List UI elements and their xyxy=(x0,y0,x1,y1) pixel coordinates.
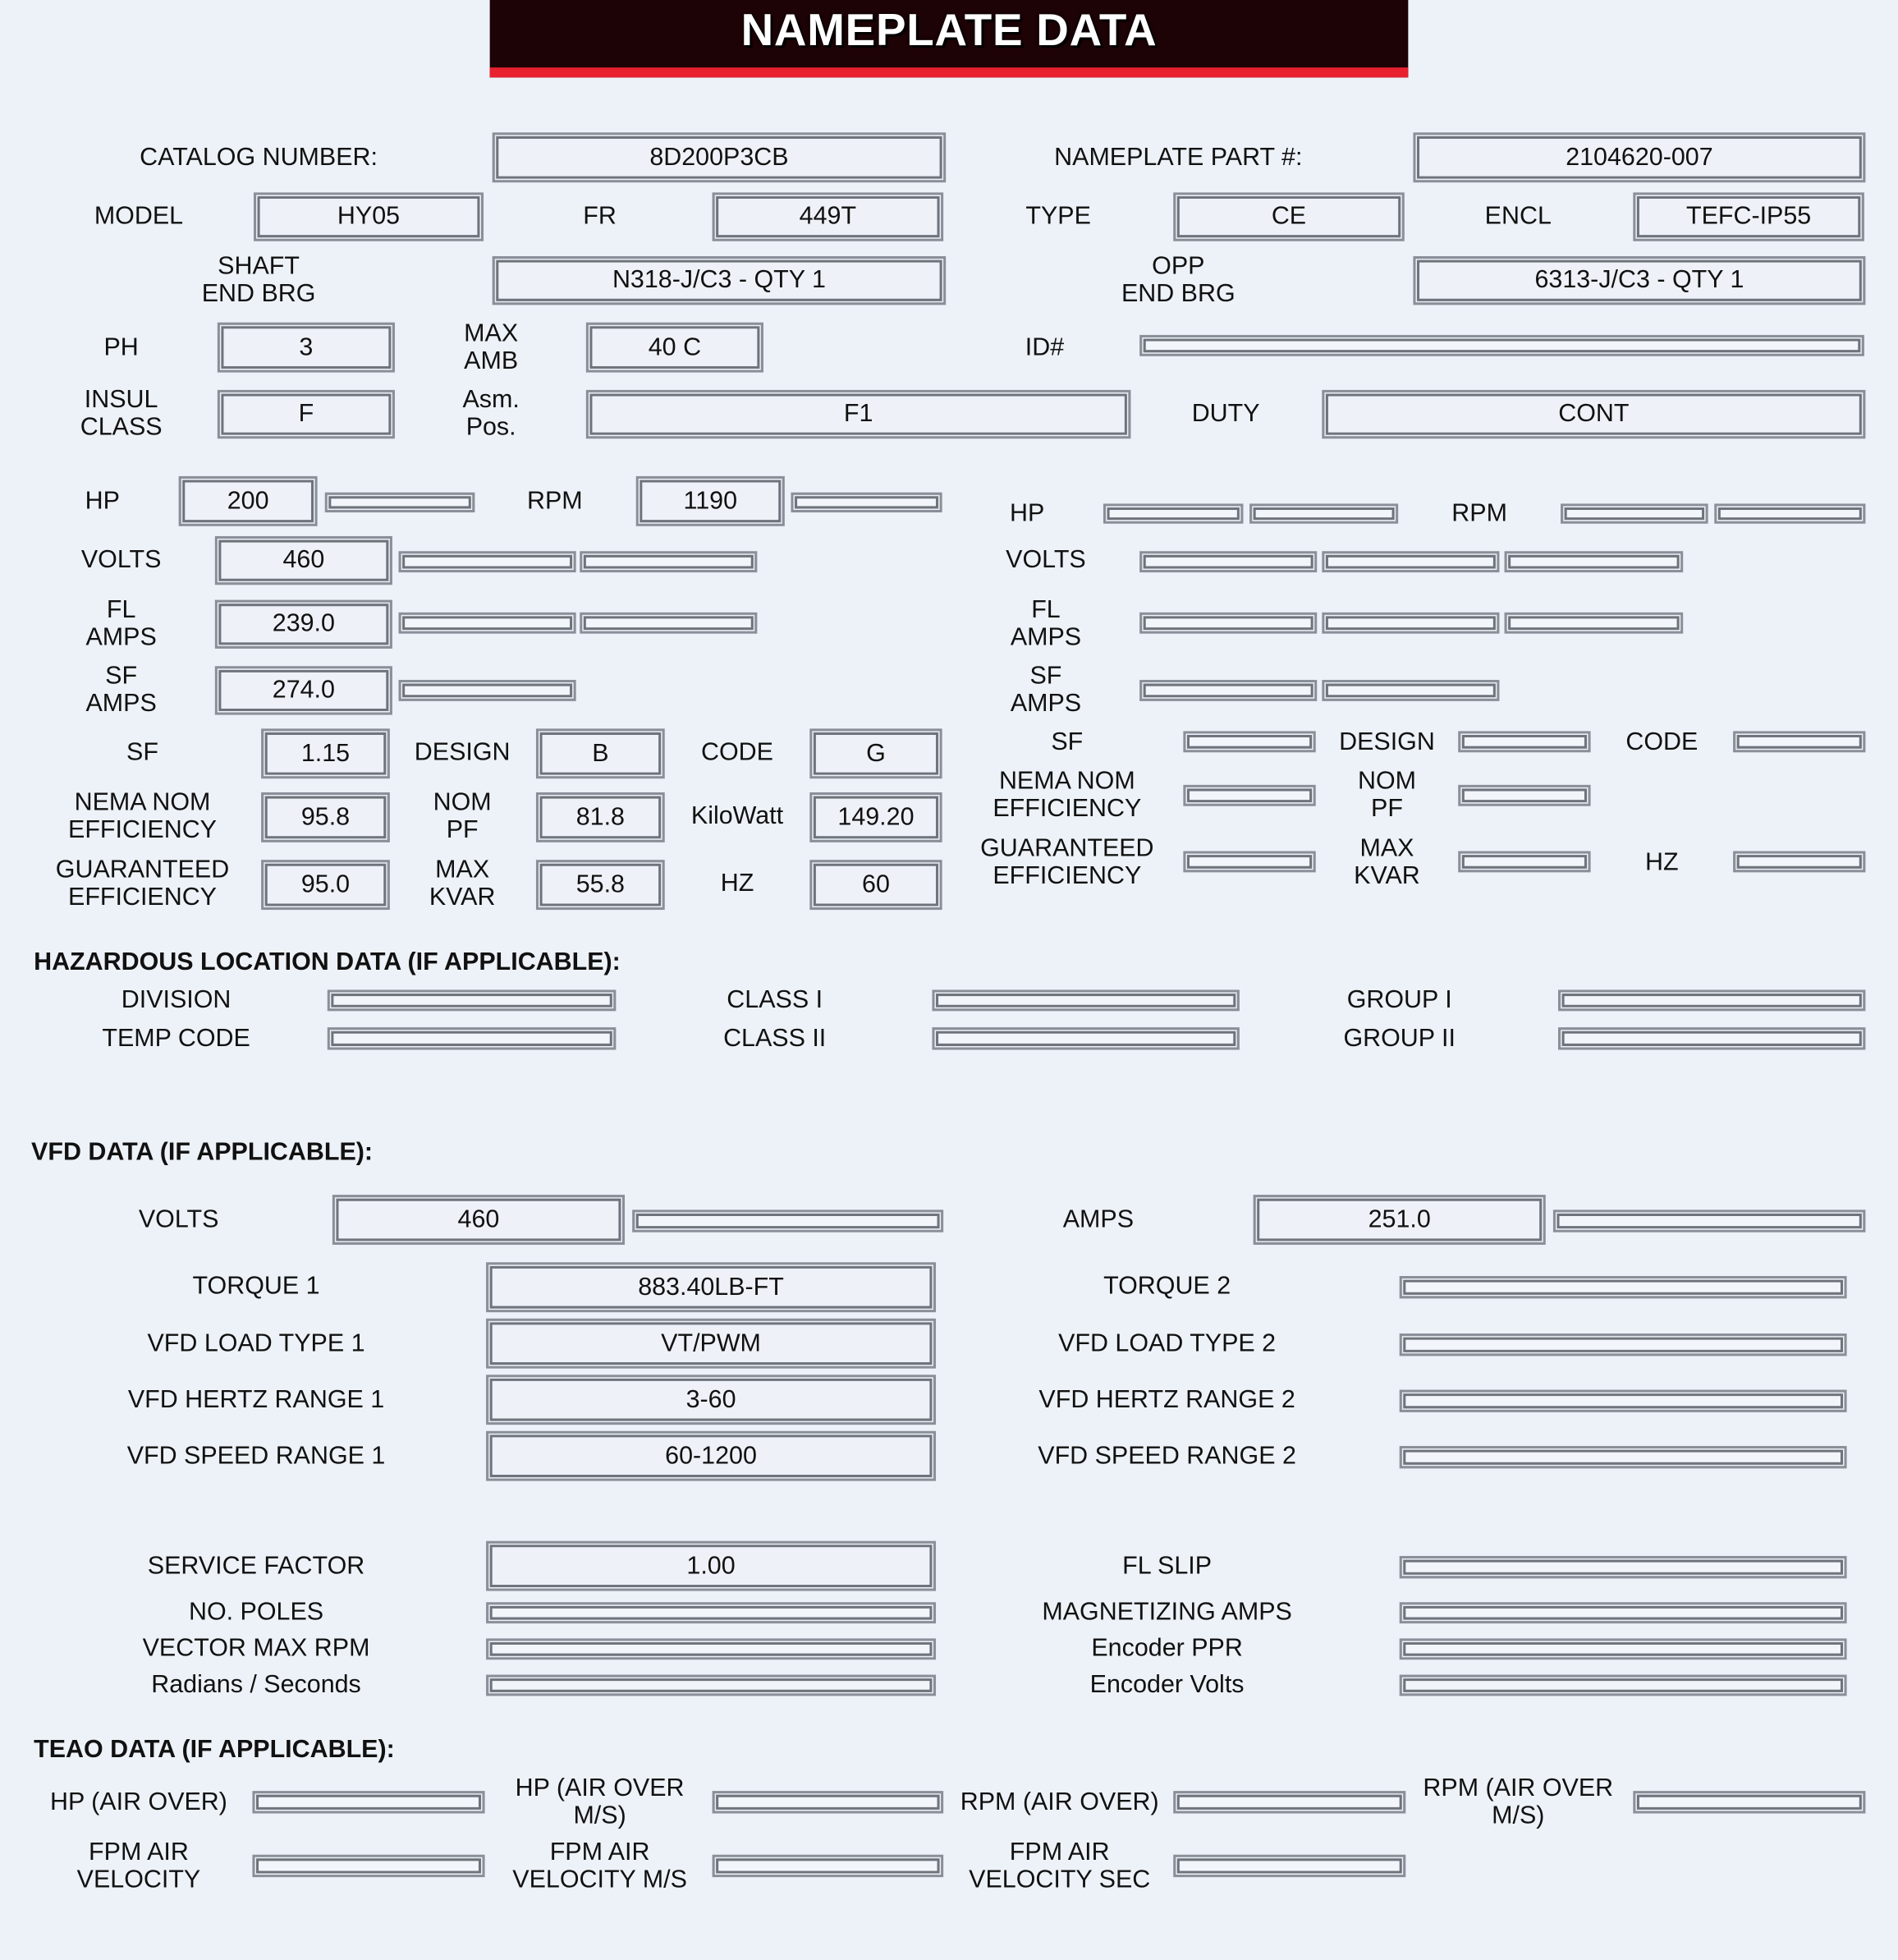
temp-code-field[interactable] xyxy=(328,1027,617,1049)
volts2-field-3[interactable] xyxy=(1505,551,1684,572)
sf-label-2: SF xyxy=(1051,728,1084,756)
max-kvar2-field[interactable] xyxy=(1458,851,1590,873)
load-type1-label: VFD LOAD TYPE 1 xyxy=(147,1329,365,1357)
guaranteed-eff-label: GUARANTEED EFFICIENCY xyxy=(55,856,230,911)
hp-air-over-ms-field[interactable] xyxy=(713,1791,944,1813)
hp-air-over-field[interactable] xyxy=(252,1791,484,1813)
sf-label: SF xyxy=(126,738,158,767)
speed-range1-field[interactable]: 60-1200 xyxy=(486,1431,936,1481)
rpm-label-2: RPM xyxy=(1451,499,1507,528)
design-label-2: DESIGN xyxy=(1339,728,1435,756)
max-amb-label: MAX AMB xyxy=(464,319,519,375)
sf-amps2-field-2[interactable] xyxy=(1322,680,1499,701)
class2-field[interactable] xyxy=(932,1027,1239,1049)
volts-field-3[interactable] xyxy=(580,551,757,572)
rpm-label: RPM xyxy=(526,487,583,516)
fl-amps-field[interactable]: 239.0 xyxy=(215,600,392,649)
hp-air-over-label: HP (AIR OVER) xyxy=(49,1788,227,1816)
opp-end-brg-label: OPP END BRG xyxy=(1121,252,1236,308)
fpm-air-velocity-sec-label: FPM AIR VELOCITY SEC xyxy=(969,1838,1151,1893)
class2-label: CLASS II xyxy=(723,1025,827,1053)
model-field[interactable]: HY05 xyxy=(254,192,484,241)
sf-field[interactable]: 1.15 xyxy=(261,728,390,778)
hertz-range2-label: VFD HERTZ RANGE 2 xyxy=(1038,1385,1295,1414)
vfd-amps-field[interactable]: 251.0 xyxy=(1254,1195,1546,1245)
class1-field[interactable] xyxy=(932,989,1239,1011)
vfd-section-title: VFD DATA (IF APPLICABLE): xyxy=(31,1138,374,1167)
speed-range2-label: VFD SPEED RANGE 2 xyxy=(1038,1442,1296,1470)
fl-amps-field-2[interactable] xyxy=(399,613,576,634)
nom-pf2-field[interactable] xyxy=(1458,785,1590,806)
rpm-field[interactable]: 1190 xyxy=(636,476,785,526)
encl-label: ENCL xyxy=(1484,202,1552,231)
encl-field[interactable]: TEFC-IP55 xyxy=(1633,192,1864,241)
magnetizing-amps-field[interactable] xyxy=(1400,1602,1847,1623)
service-factor-label: SERVICE FACTOR xyxy=(147,1552,365,1580)
load-type1-field[interactable]: VT/PWM xyxy=(486,1319,936,1369)
model-label: MODEL xyxy=(94,202,184,231)
sf2-field[interactable] xyxy=(1183,731,1315,752)
design2-field[interactable] xyxy=(1458,731,1590,752)
speed-range2-field[interactable] xyxy=(1400,1446,1847,1468)
rpm2-field-2[interactable] xyxy=(1714,503,1865,523)
insul-class-label: INSUL CLASS xyxy=(80,386,163,442)
guaranteed-eff-label-2: GUARANTEED EFFICIENCY xyxy=(980,834,1154,890)
load-type2-field[interactable] xyxy=(1400,1333,1847,1356)
division-field[interactable] xyxy=(328,989,617,1011)
hz-label-2: HZ xyxy=(1645,848,1679,876)
no-poles-label: NO. POLES xyxy=(188,1598,324,1627)
hp-label: HP xyxy=(85,487,120,516)
hp-field[interactable]: 200 xyxy=(179,476,318,526)
rpm-field-2[interactable] xyxy=(791,493,942,512)
rpm2-field-1[interactable] xyxy=(1561,503,1708,523)
nom-pf-field[interactable]: 81.8 xyxy=(536,792,665,842)
asm-pos-label: Asm. Pos. xyxy=(462,386,520,442)
fl-slip-field[interactable] xyxy=(1400,1556,1847,1578)
max-amb-field[interactable]: 40 C xyxy=(586,323,763,373)
sf-amps-label-2: SF AMPS xyxy=(1010,662,1082,718)
magnetizing-amps-label: MAGNETIZING AMPS xyxy=(1042,1598,1292,1627)
vector-max-rpm-label: VECTOR MAX RPM xyxy=(142,1634,370,1663)
class1-label: CLASS I xyxy=(727,985,823,1014)
code2-field[interactable] xyxy=(1733,731,1865,752)
encoder-volts-label: Encoder Volts xyxy=(1089,1670,1245,1699)
nema-nom-eff-field[interactable]: 95.8 xyxy=(261,792,390,842)
group2-field[interactable] xyxy=(1558,1027,1865,1049)
torque1-field[interactable]: 883.40LB-FT xyxy=(486,1262,936,1312)
no-poles-field[interactable] xyxy=(486,1602,936,1623)
fl-amps-label: FL AMPS xyxy=(85,596,157,651)
temp-code-label: TEMP CODE xyxy=(102,1025,250,1053)
duty-label: DUTY xyxy=(1191,400,1260,428)
type-label: TYPE xyxy=(1025,202,1091,231)
guaranteed-eff2-field[interactable] xyxy=(1183,851,1315,873)
fl-amps-label-2: FL AMPS xyxy=(1010,596,1082,651)
vfd-amps-field-2[interactable] xyxy=(1553,1210,1866,1232)
encoder-volts-field[interactable] xyxy=(1400,1675,1847,1696)
hp-label-2: HP xyxy=(1009,499,1045,528)
hazardous-section-title: HAZARDOUS LOCATION DATA (IF APPLICABLE): xyxy=(34,948,621,976)
code-label-2: CODE xyxy=(1625,728,1699,756)
hp-field-2[interactable] xyxy=(325,493,475,512)
hertz-range2-field[interactable] xyxy=(1400,1390,1847,1412)
torque2-field[interactable] xyxy=(1400,1276,1847,1298)
torque1-label: TORQUE 1 xyxy=(192,1272,320,1300)
max-kvar-label-2: MAX KVAR xyxy=(1354,834,1420,890)
hertz-range1-field[interactable]: 3-60 xyxy=(486,1375,936,1425)
sf-amps-field[interactable]: 274.0 xyxy=(215,666,392,714)
vector-max-rpm-field[interactable] xyxy=(486,1638,936,1659)
duty-field[interactable]: CONT xyxy=(1322,390,1865,438)
ph-label: PH xyxy=(103,333,139,361)
fpm-air-velocity-sec-field[interactable] xyxy=(1173,1855,1405,1877)
fpm-air-velocity-field[interactable] xyxy=(252,1855,484,1877)
hp2-field-2[interactable] xyxy=(1249,503,1398,523)
service-factor-field[interactable]: 1.00 xyxy=(486,1541,936,1591)
volts2-field-1[interactable] xyxy=(1139,551,1317,572)
hp2-field-1[interactable] xyxy=(1103,503,1243,523)
hz2-field[interactable] xyxy=(1733,851,1865,873)
group1-field[interactable] xyxy=(1558,989,1865,1011)
volts-label: VOLTS xyxy=(80,546,162,574)
vfd-amps-label: AMPS xyxy=(1062,1205,1135,1234)
volts2-field-2[interactable] xyxy=(1322,551,1499,572)
group1-label: GROUP I xyxy=(1346,985,1452,1014)
type-field[interactable]: CE xyxy=(1173,192,1405,241)
vfd-volts-field-2[interactable] xyxy=(632,1210,943,1232)
encoder-ppr-field[interactable] xyxy=(1400,1638,1847,1659)
shaft-end-brg-label: SHAFT END BRG xyxy=(201,252,316,308)
vfd-volts-label: VOLTS xyxy=(138,1205,219,1234)
volts-label-2: VOLTS xyxy=(1006,546,1086,574)
rpm-air-over-field[interactable] xyxy=(1173,1791,1405,1813)
asm-pos-field[interactable]: F1 xyxy=(586,390,1131,438)
fl-amps2-field-3[interactable] xyxy=(1505,613,1684,634)
fl-amps-field-3[interactable] xyxy=(580,613,757,634)
fl-amps2-field-1[interactable] xyxy=(1139,613,1317,634)
catalog-number-field[interactable]: 8D200P3CB xyxy=(493,132,947,182)
sf-amps-label: SF AMPS xyxy=(85,662,157,718)
speed-range1-label: VFD SPEED RANGE 1 xyxy=(126,1442,386,1470)
nema-nom-eff-label-2: NEMA NOM EFFICIENCY xyxy=(993,767,1142,823)
hz-label: HZ xyxy=(720,870,754,897)
rpm-air-over-ms-field[interactable] xyxy=(1633,1791,1865,1813)
torque2-label: TORQUE 2 xyxy=(1103,1272,1231,1300)
page-title: NAMEPLATE DATA xyxy=(740,3,1158,55)
rpm-air-over-ms-label: RPM (AIR OVER M/S) xyxy=(1423,1774,1614,1830)
design-field[interactable]: B xyxy=(536,728,665,778)
guaranteed-eff-field[interactable]: 95.0 xyxy=(261,860,390,910)
catalog-number-label: CATALOG NUMBER: xyxy=(140,144,378,172)
hertz-range1-label: VFD HERTZ RANGE 1 xyxy=(127,1385,385,1414)
teao-section-title: TEAO DATA (IF APPLICABLE): xyxy=(34,1736,395,1764)
id-field[interactable] xyxy=(1139,335,1864,356)
opp-end-brg-field[interactable]: 6313-J/C3 - QTY 1 xyxy=(1413,256,1865,305)
id-label: ID# xyxy=(1025,333,1065,361)
fpm-air-velocity-ms-field[interactable] xyxy=(713,1855,944,1877)
encoder-ppr-label: Encoder PPR xyxy=(1091,1634,1243,1663)
division-label: DIVISION xyxy=(121,985,232,1014)
nom-pf-label: NOM PF xyxy=(433,788,492,844)
radians-seconds-label: Radians / Seconds xyxy=(151,1670,361,1699)
kilowatt-field[interactable]: 149.20 xyxy=(809,792,942,842)
nom-pf-label-2: NOM PF xyxy=(1357,767,1416,823)
insul-class-field[interactable]: F xyxy=(218,390,395,438)
kilowatt-label: KiloWatt xyxy=(690,802,784,830)
fpm-air-velocity-label: FPM AIR VELOCITY xyxy=(76,1838,201,1893)
fl-amps2-field-2[interactable] xyxy=(1322,613,1499,634)
fr-field[interactable]: 449T xyxy=(713,192,944,241)
hp-air-over-ms-label: HP (AIR OVER M/S) xyxy=(515,1774,685,1830)
shaft-end-brg-field[interactable]: N318-J/C3 - QTY 1 xyxy=(493,256,947,305)
code-label: CODE xyxy=(701,738,773,767)
nema-nom-eff2-field[interactable] xyxy=(1183,785,1315,806)
max-kvar-label: MAX KVAR xyxy=(429,856,496,911)
nameplate-part-label: NAMEPLATE PART #: xyxy=(1054,144,1303,172)
rpm-air-over-label: RPM (AIR OVER) xyxy=(960,1788,1159,1816)
sf-amps2-field-1[interactable] xyxy=(1139,680,1317,701)
nema-nom-eff-label: NEMA NOM EFFICIENCY xyxy=(68,788,218,844)
sf-amps-field-2[interactable] xyxy=(399,680,576,701)
radians-seconds-field[interactable] xyxy=(486,1675,936,1696)
hz-field[interactable]: 60 xyxy=(809,860,942,910)
load-type2-label: VFD LOAD TYPE 2 xyxy=(1058,1329,1277,1357)
design-label: DESIGN xyxy=(414,738,511,767)
fl-slip-label: FL SLIP xyxy=(1122,1552,1213,1580)
group2-label: GROUP II xyxy=(1343,1025,1456,1053)
volts-field-2[interactable] xyxy=(399,551,576,572)
fr-label: FR xyxy=(583,202,617,231)
fpm-air-velocity-ms-label: FPM AIR VELOCITY M/S xyxy=(512,1838,687,1893)
nameplate-data-banner xyxy=(490,0,1409,77)
volts-field[interactable]: 460 xyxy=(215,536,392,585)
nameplate-part-field[interactable]: 2104620-007 xyxy=(1413,132,1865,182)
vfd-volts-field[interactable]: 460 xyxy=(332,1195,625,1245)
code-field[interactable]: G xyxy=(809,728,942,778)
max-kvar-field[interactable]: 55.8 xyxy=(536,860,665,910)
ph-field[interactable]: 3 xyxy=(218,323,395,373)
